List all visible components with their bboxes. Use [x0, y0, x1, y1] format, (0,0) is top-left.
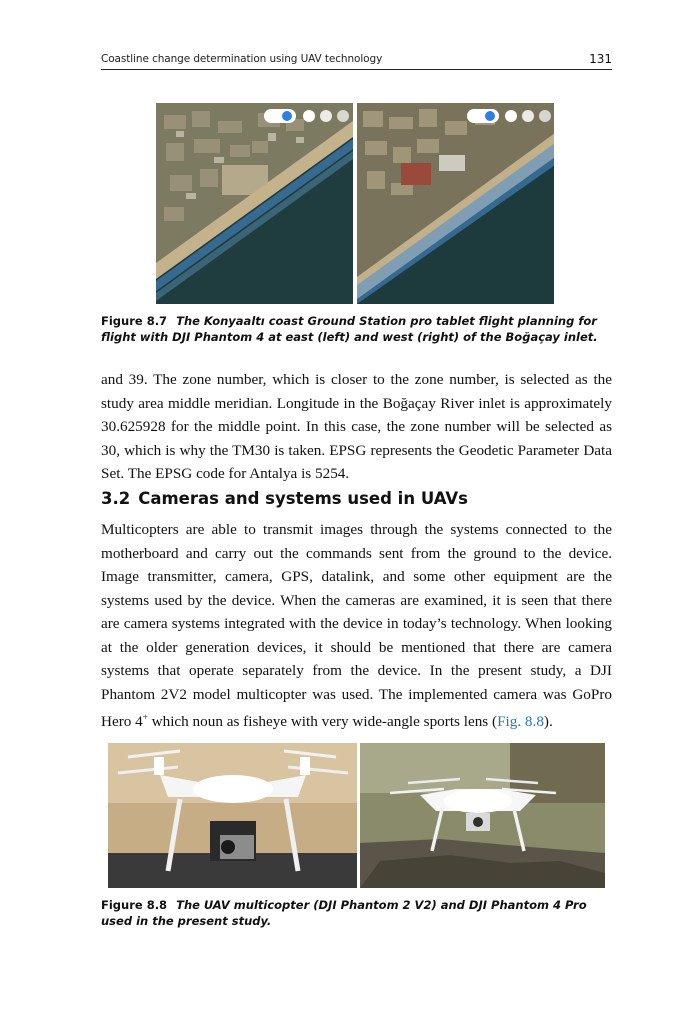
satellite-map-east-image — [156, 103, 353, 304]
section-number: 3.2 — [101, 489, 131, 508]
figure-8-7 — [156, 103, 555, 304]
paragraph-2-main: Multicopters are able to transmit images through the systems connected to the motherboard and carry out the commands sent from the ground to the device. Image transmitter, camera, GPS, datalink, and some other equipment are the systems used by the device. When the cameras are examined, it is seen that there are camera systems integrated with the device in today’s technology. When looking at the older generation devices, it should be mentioned that there are camera systems that operate separately from the device. In the present study, a DJI Phantom 2V2 model multicopter was used. The implemented camera was GoPro Hero 4 — [101, 521, 612, 731]
photo-phantom-4-pro — [360, 743, 605, 888]
figure-8-8 — [108, 743, 605, 888]
figure-8-8-link[interactable]: Fig. 8.8 — [497, 713, 544, 731]
map-panel-west — [357, 103, 554, 304]
photo-phantom-2-v2 — [108, 743, 357, 888]
section-title: Cameras and systems used in UAVs — [138, 489, 468, 508]
figure-8-8-caption — [101, 897, 616, 929]
running-title: Coastline change determination using UAV technology — [101, 53, 383, 65]
figure-8-8-caption-text: The UAV multicopter (DJI Phantom 2 V2) and DJI Phantom 4 Pro used in the present study. — [101, 898, 587, 928]
figure-8-7-caption — [101, 313, 616, 345]
figure-8-8-label: Figure 8.8 — [101, 898, 168, 912]
paragraph-2-continued: which noun as fisheye with very wide-angle sports lens ( — [147, 713, 498, 731]
superscript-plus: + — [142, 712, 148, 722]
paragraph-2-end: ). — [543, 713, 553, 731]
section-heading — [101, 489, 468, 508]
satellite-map-west-image — [357, 103, 554, 304]
page-number: 131 — [589, 52, 612, 66]
figure-8-7-label: Figure 8.7 — [101, 314, 168, 328]
running-header — [101, 52, 612, 70]
body-paragraph-1: and 39. The zone number, which is closer to the zone number, is selected as the study area middle meridian. Longitude in the Boğaçay River inlet is approximately 30.625928 for the middle point. In this case, the zone number will be selected as 30, which is why the TM30 is taken. EPSG represents the Geodetic Parameter Data Set. The EPSG code for Antalya is 5254. — [101, 371, 612, 482]
dji-phantom-4-pro-image — [360, 743, 605, 888]
dji-phantom-2-v2-image — [108, 743, 357, 888]
map-panel-east — [156, 103, 353, 304]
body-paragraph-2 — [101, 518, 612, 734]
figure-8-7-caption-text: The Konyaaltı coast Ground Station pro tablet flight planning for flight with DJI Phantom 4 at east (left) and west (right) of the Boğaçay inlet. — [101, 314, 598, 344]
